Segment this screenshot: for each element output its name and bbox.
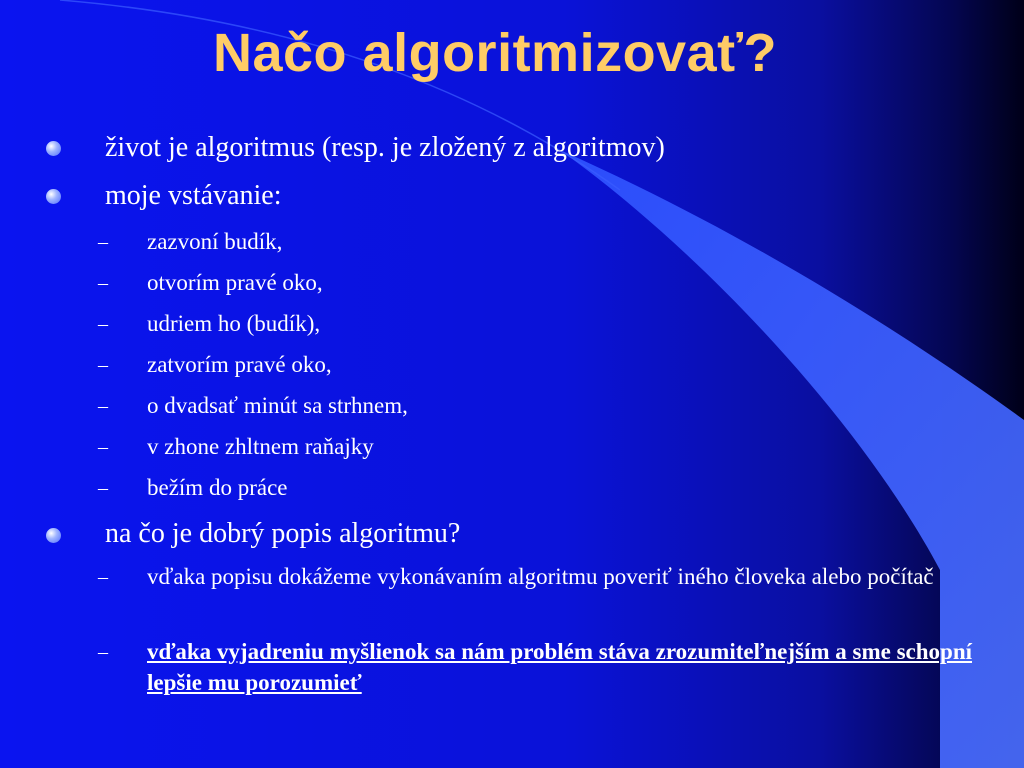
dash-icon: –: [98, 231, 108, 253]
sub-item: v zhone zhltnem raňajky: [147, 434, 374, 459]
dash-icon: –: [98, 395, 108, 417]
dash-icon: –: [98, 641, 108, 663]
sub-item-emphasized: vďaka vyjadreniu myšlienok sa nám problém stáva zrozumiteľnejším a sme schopní lepšie mu porozumieť: [147, 639, 973, 695]
bullet-item: moje vstávanie:: [105, 180, 282, 211]
sub-item: o dvadsať minút sa strhnem,: [147, 393, 408, 418]
sub-item: bežím do práce: [147, 475, 288, 500]
dash-icon: –: [98, 566, 108, 588]
bullet-icon: [46, 189, 61, 204]
bullet-icon: [46, 528, 61, 543]
bullet-icon: [46, 141, 61, 156]
dash-icon: –: [98, 477, 108, 499]
slide-title: Načo algoritmizovať?: [213, 23, 777, 83]
sub-item: vďaka popisu dokážeme vykonávaním algoritmu poveriť iného človeka alebo počítač: [147, 564, 934, 589]
sub-item: udriem ho (budík),: [147, 311, 321, 336]
bullet-item: na čo je dobrý popis algoritmu?: [105, 518, 461, 549]
dash-icon: –: [98, 313, 108, 335]
sub-item: zatvorím pravé oko,: [147, 352, 332, 377]
sub-item: zazvoní budík,: [147, 229, 283, 254]
dash-icon: –: [98, 354, 108, 376]
dash-icon: –: [98, 436, 108, 458]
sub-item: otvorím pravé oko,: [147, 270, 323, 295]
dash-icon: –: [98, 272, 108, 294]
bullet-item: život je algoritmus (resp. je zložený z algoritmov): [105, 132, 665, 163]
